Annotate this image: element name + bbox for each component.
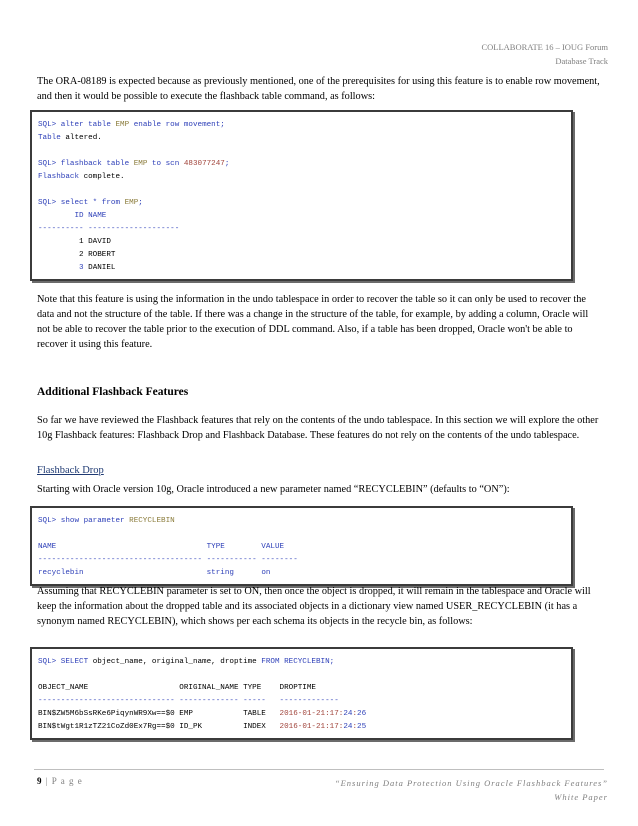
code-token: complete.	[79, 173, 125, 181]
code-token: ;	[138, 199, 143, 207]
code-token: 24	[343, 710, 353, 718]
footer-paper-title: “Ensuring Data Protection Using Oracle Flashback Features”	[334, 778, 608, 788]
code-token: enable row movement;	[129, 121, 225, 129]
code-token: Flashback	[38, 173, 80, 181]
code-line	[38, 656, 565, 669]
code-line	[38, 515, 565, 528]
code-token: SQL> alter table	[38, 121, 116, 129]
code-line	[38, 249, 565, 262]
paragraph-undo-note: Note that this feature is using the information in the undo tablespace in order to recover the table so it can only be used to recover the data and not the structure of the table. If there was a change in the structure of the table, for example, by adding a column, Oracle will not be able to recover the table prior to the execution of DDL command. Also, if a table has been dropped, Oracle won't be able to recover it using this feature.	[37, 294, 589, 350]
footer-title	[335, 776, 608, 804]
code-token: ------------------------------ ------------- ----- -------------	[38, 697, 339, 705]
code-token: FROM RECYCLEBIN;	[261, 658, 335, 666]
code-line	[38, 145, 565, 158]
code-token	[234, 569, 261, 577]
page-word: | P a g e	[45, 776, 83, 786]
code-line	[38, 158, 565, 171]
code-line	[38, 695, 565, 708]
paragraph-recyclebin-param: Starting with Oracle version 10g, Oracle introduced a new parameter named “RECYCLEBIN” (defaults to “ON”):	[37, 484, 510, 495]
code-token	[38, 264, 79, 272]
code-token: BIN$ZW5M6bSsRKe6PiqynWR9Xw==$0 EMP TABLE	[38, 710, 280, 718]
code-token: SQL> flashback table	[38, 160, 134, 168]
code-token: 24	[343, 723, 353, 731]
code-line	[38, 541, 565, 554]
code-token: 3	[79, 264, 84, 272]
code-text	[38, 515, 565, 580]
code-line	[38, 171, 565, 184]
code-line	[38, 223, 565, 236]
paragraph-ora-08189: The ORA-08189 is expected because as previously mentioned, one of the prerequisites for using this feature is to enable row movement, and then it would be possible to execute the flashback table command, as follows:	[37, 76, 600, 102]
code-token: 2016-01-21:17:	[279, 710, 344, 718]
code-token: ;	[224, 160, 230, 168]
section-heading: Additional Flashback Features	[37, 386, 189, 398]
code-token: 25	[357, 723, 367, 731]
footer-divider	[34, 769, 604, 770]
code-token: 1 DAVID	[38, 238, 111, 246]
code-token: 2016-01-21:17:	[279, 723, 344, 731]
subsection-heading: Flashback Drop	[37, 465, 104, 476]
code-token: BIN$tWgt1R1zTZ21CoZd0Ex7Rg==$0 ID_PK INDEX	[38, 723, 280, 731]
code-line	[38, 184, 565, 197]
code-token: EMP	[115, 121, 130, 129]
code-line	[38, 682, 565, 695]
code-block-recyclebin-query	[30, 647, 573, 740]
code-line	[38, 708, 565, 721]
code-token: EMP	[124, 199, 139, 207]
paragraph-flashback-intro: So far we have reviewed the Flashback features that rely on the contents of the undo tablespace. In this section we will explore the other 10g Flashback features: Flashback Drop and Flashback Database. These features do not rely on the contents of the undo tablespace.	[37, 415, 599, 441]
code-line	[38, 567, 565, 580]
code-token: Table	[38, 134, 61, 142]
header-conference: COLLABORATE 16 – IOUG Forum	[481, 42, 608, 52]
code-text	[38, 656, 565, 734]
code-token: SQL> SELECT	[38, 658, 93, 666]
footer-page-label	[37, 776, 83, 786]
code-token: NAME TYPE VALUE	[38, 543, 285, 551]
code-line	[38, 554, 565, 567]
code-token: OBJECT_NAME ORIGINAL_NAME TYPE DROPTIME	[38, 684, 316, 692]
code-token: :	[352, 723, 358, 731]
code-line	[38, 528, 565, 541]
code-token: EMP	[133, 160, 148, 168]
code-token: on	[261, 569, 271, 577]
code-token: SQL> show parameter	[38, 517, 130, 525]
code-token: RECYCLEBIN	[129, 517, 175, 525]
code-line	[38, 132, 565, 145]
header-track: Database Track	[555, 56, 608, 66]
code-token: string	[206, 569, 234, 577]
code-text	[38, 119, 565, 275]
code-token: altered.	[60, 134, 102, 142]
code-line	[38, 236, 565, 249]
paragraph-recyclebin-view: Assuming that RECYCLEBIN parameter is set to ON, then once the object is dropped, it will remain in the tablespace and Oracle will keep the information about the dropped table and its associated objects in a dictionary view named USER_RECYCLEBIN (it has a synonym named RECYCLEBIN), which shows per each schema its objects in the recycle bin, as follows:	[37, 586, 591, 627]
code-line	[38, 119, 565, 132]
code-token: :	[352, 710, 358, 718]
code-block-flashback-table	[30, 110, 573, 281]
code-token: ------------------------------------ ----------- --------	[38, 556, 298, 564]
code-token: ID NAME	[38, 212, 107, 220]
code-token: DANIEL	[83, 264, 116, 272]
page-header	[481, 40, 608, 68]
code-line	[38, 721, 565, 734]
code-token: ---------- --------------------	[38, 225, 180, 233]
code-block-show-parameter	[30, 506, 573, 586]
code-token: SQL> select * from	[38, 199, 125, 207]
code-token: 483077247	[183, 160, 225, 168]
footer-paper-type: White Paper	[554, 792, 608, 802]
page-number: 9	[37, 776, 43, 786]
code-token: 26	[357, 710, 367, 718]
code-line	[38, 262, 565, 275]
code-token: object_name, original_name, droptime	[92, 658, 262, 666]
code-line	[38, 210, 565, 223]
code-token: to scn	[147, 160, 184, 168]
code-token	[84, 569, 207, 577]
code-line	[38, 669, 565, 682]
code-token: recyclebin	[38, 569, 84, 577]
code-line	[38, 197, 565, 210]
code-token: 2 ROBERT	[38, 251, 116, 259]
